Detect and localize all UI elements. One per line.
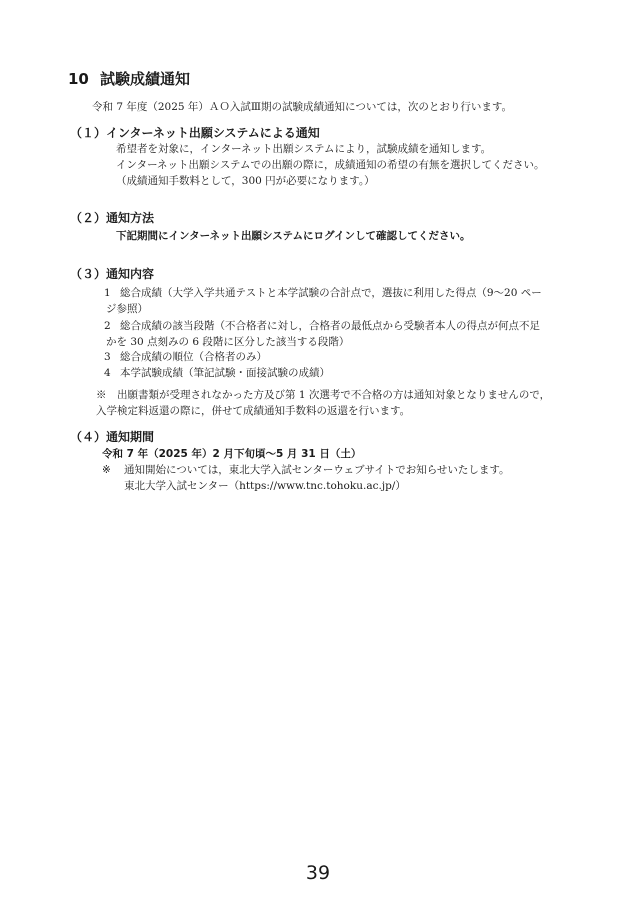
sub4-note-mark: ※ [102, 464, 111, 476]
sub2-text: 下記期間にインターネット出願システムにログインして確認してください。 [116, 230, 471, 242]
sub3-item-4-text: 本学試験成績（筆記試験・面接試験の成績） [120, 367, 330, 379]
section-number: 10 [68, 70, 89, 88]
sub3-item-2-text: 総合成績の該当段階（不合格者に対し，合格者の最低点から受験者本人の得点が何点不足かを 30 点刻みの 6 段階に区分した該当する段階） [106, 320, 540, 348]
sub4-note: 通知開始については，東北大学入試センターウェブサイトでお知らせいたします。 [124, 464, 510, 476]
sub3-note: ※ 出願書類が受理されなかった方及び第 1 次選考で不合格の方は通知対象となりませんので，入学検定料返還の際に，併せて成績通知手数料の返還を行います。 [96, 389, 551, 417]
page-number: 39 [305, 862, 331, 884]
sub1-line-3: （成績通知手数料として，300 円が必要になります。） [116, 175, 375, 187]
sub4-heading: （４）通知期間 [70, 430, 155, 444]
sub3-item-3-num: 3 [104, 351, 111, 363]
sub1-line-1: 希望者を対象に，インターネット出願システムにより，試験成績を通知します。 [116, 143, 492, 155]
section-intro: 令和 7 年度（2025 年）ＡＯ入試Ⅲ期の試験成績通知については，次のとおり行います。 [92, 101, 512, 113]
sub2-heading: （２）通知方法 [70, 211, 155, 225]
sub3-item-1-num: 1 [104, 287, 111, 299]
sub3-heading: （３）通知内容 [70, 267, 155, 281]
sub3-item-4-num: 4 [104, 367, 111, 379]
section-title-text: 試験成績通知 [100, 70, 191, 88]
sub1-line-2: インターネット出願システムでの出願の際に，成績通知の希望の有無を選択してください。 [116, 159, 545, 171]
sub4-url-line: 東北大学入試センター（https://www.tnc.tohoku.ac.jp/） [124, 480, 406, 492]
sub3-item-2-num: 2 [104, 320, 111, 332]
sub4-period: 令和 7 年（2025 年）2 月下旬頃〜5 月 31 日（土） [102, 448, 362, 460]
sub1-heading: （１）インターネット出願システムによる通知 [70, 126, 320, 140]
section-title [68, 68, 190, 89]
sub3-item-1-text: 総合成績（大学入学共通テストと本学試験の合計点で，選抜に利用した得点（9〜20 ページ参照） [106, 287, 542, 315]
sub3-item-3-text: 総合成績の順位（合格者のみ） [120, 351, 267, 363]
